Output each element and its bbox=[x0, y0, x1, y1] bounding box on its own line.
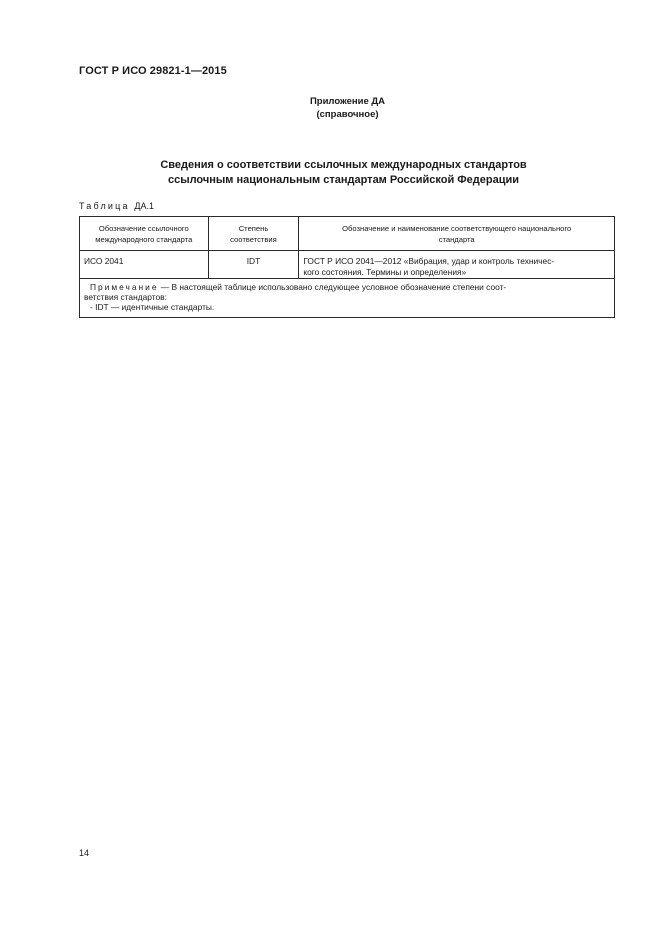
cell-text: ГОСТ Р ИСО 2041—2012 «Вибрация, удар и контроль техничес- bbox=[303, 256, 555, 266]
cell-text: кого состояния. Термины и определения» bbox=[303, 266, 467, 277]
cell-text: ИСО 2041 bbox=[84, 256, 124, 266]
header-text: Степень bbox=[238, 224, 269, 233]
note-list-item: - IDT — идентичные стандарты. bbox=[90, 302, 215, 312]
correspondence-table bbox=[79, 216, 615, 318]
table-note bbox=[80, 279, 615, 318]
note-line1 bbox=[84, 282, 610, 292]
section-title-line1: Сведения о соответствии ссылочных международных стандартов bbox=[160, 159, 527, 171]
cell-ref-standard bbox=[80, 251, 209, 279]
note-line2: ветствия стандартов: bbox=[84, 292, 167, 302]
appendix-heading bbox=[0, 95, 661, 121]
cell-degree bbox=[208, 251, 299, 279]
header-cell-national-standard bbox=[299, 217, 615, 251]
header-cell-ref-standard bbox=[80, 217, 209, 251]
table-note-row bbox=[80, 279, 615, 318]
table-caption-number: ДА.1 bbox=[134, 201, 155, 211]
table-caption-word: Таблица bbox=[79, 201, 130, 211]
section-heading bbox=[0, 158, 661, 188]
table-caption bbox=[79, 201, 154, 211]
header-text: соответствия bbox=[230, 235, 277, 244]
header-cell-degree bbox=[208, 217, 299, 251]
header-text: международного стандарта bbox=[95, 235, 193, 244]
table-row bbox=[80, 251, 615, 279]
cell-national-standard bbox=[299, 251, 615, 279]
document-header: ГОСТ Р ИСО 29821-1—2015 bbox=[79, 65, 227, 77]
page-number: 14 bbox=[79, 848, 90, 858]
appendix-title: Приложение ДА bbox=[309, 96, 386, 107]
note-text: — В настоящей таблице использовано следующее условное обозначение степени соот- bbox=[158, 282, 507, 292]
header-text: Обозначение и наименование соответствующего национального bbox=[342, 224, 572, 233]
section-title-line2: ссылочным национальным стандартам Российской Федерации bbox=[167, 174, 520, 186]
cell-text: IDT bbox=[246, 256, 261, 266]
note-label: Примечание bbox=[90, 282, 159, 292]
header-text: стандарта bbox=[438, 235, 475, 244]
table-header-row bbox=[80, 217, 615, 251]
appendix-subtitle: (справочное) bbox=[316, 109, 379, 120]
header-text: Обозначение ссылочного bbox=[98, 224, 189, 233]
